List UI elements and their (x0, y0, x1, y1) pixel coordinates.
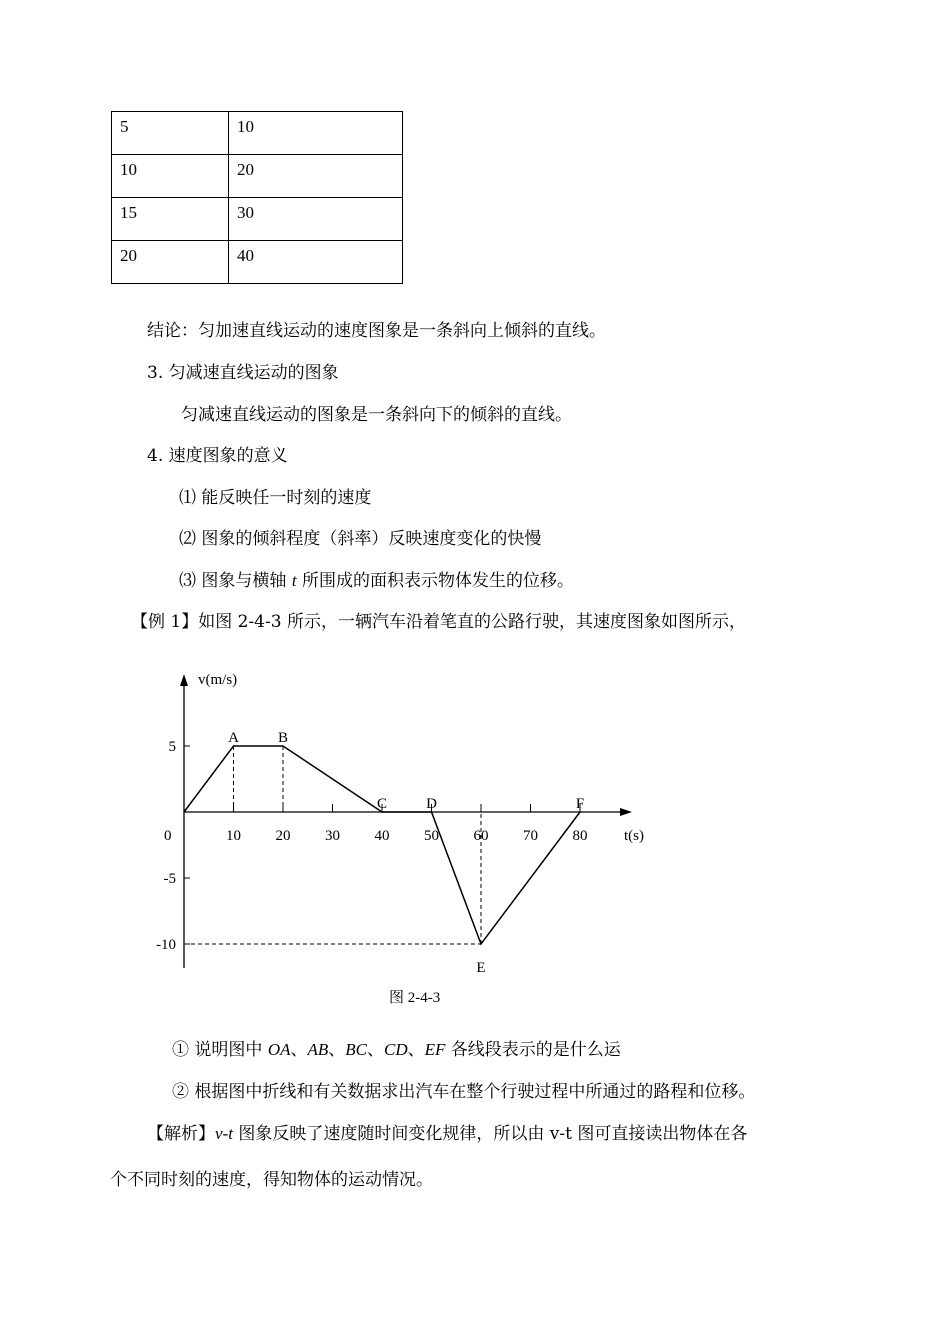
conclusion-text: 结论：匀加速直线运动的速度图象是一条斜向上倾斜的直线。 (147, 321, 606, 341)
point-label-a: A (228, 730, 239, 746)
item-2: ⑵ 图象的倾斜程度（斜率）反映速度变化的快慢 (179, 529, 542, 549)
series-line (184, 746, 580, 944)
table-row (112, 198, 403, 241)
x-tick-label: 20 (275, 828, 291, 844)
x-axis-label: t(s) (624, 828, 644, 844)
table-cell: 15 (112, 198, 229, 241)
q1-post: 各线段表示的是什么运 (445, 1040, 621, 1060)
x-tick-label: 10 (226, 828, 241, 844)
x-axis-arrow (620, 808, 632, 816)
data-table (111, 111, 403, 284)
x-tick-label: 60 (473, 828, 489, 844)
section-3-title: 3. 匀减速直线运动的图象 (147, 363, 339, 383)
point-label-c: C (376, 796, 388, 812)
item-3-post: 所围成的面积表示物体发生的位移。 (296, 571, 574, 591)
x-tick-label: 70 (523, 828, 538, 844)
q1-sep: 、 (407, 1040, 425, 1060)
table-row (112, 155, 403, 198)
y-tick-label: 5 (168, 739, 176, 755)
q1-sep: 、 (328, 1040, 346, 1060)
table-cell: 30 (229, 198, 403, 241)
y-axis-label: v(m/s) (198, 672, 238, 688)
y-tick-label: -5 (163, 871, 176, 887)
table-cell: 10 (229, 112, 403, 155)
table-cell: 40 (229, 241, 403, 284)
analysis-line-1 (147, 1122, 747, 1146)
point-label-e: E (476, 960, 486, 976)
table-row (112, 241, 403, 284)
item-3-var: t (291, 571, 297, 590)
velocity-time-chart (150, 662, 670, 982)
section-4-title: 4. 速度图象的意义 (147, 446, 288, 466)
analysis-post: 图象反映了速度随时间变化规律，所以由 v-t 图可直接读出物体在各 (232, 1124, 748, 1144)
table-cell: 5 (112, 112, 229, 155)
question-2: ② 根据图中折线和有关数据求出汽车在整个行驶过程中所通过的路程和位移。 (172, 1082, 756, 1102)
q1-bc: BC (345, 1040, 367, 1059)
q1-oa: OA (267, 1040, 291, 1059)
figure-caption: 图 2-4-3 (389, 990, 441, 1006)
table-row (112, 112, 403, 155)
analysis-pre: 【解析】 (147, 1124, 215, 1144)
origin-label: 0 (164, 828, 172, 844)
question-1 (172, 1038, 621, 1062)
analysis-line-2: 个不同时刻的速度，得知物体的运动情况。 (110, 1170, 433, 1190)
point-label-f: F (575, 796, 585, 812)
item-3-pre: ⑶ 图象与横轴 (179, 571, 292, 591)
table-cell: 20 (112, 241, 229, 284)
point-label-b: B (277, 730, 289, 746)
analysis-var: v-t (215, 1124, 233, 1143)
y-axis-arrow (180, 674, 188, 686)
x-tick-label: 40 (374, 828, 390, 844)
q1-ef: EF (424, 1040, 446, 1059)
q1-ab: AB (307, 1040, 329, 1059)
item-1: ⑴ 能反映任一时刻的速度 (179, 488, 372, 508)
q1-sep: 、 (367, 1040, 384, 1060)
q1-cd: CD (384, 1040, 408, 1059)
example-1-text: 【例 1】如图 2-4-3 所示，一辆汽车沿着笔直的公路行驶，其速度图象如图所示， (131, 612, 746, 632)
table-cell: 10 (112, 155, 229, 198)
x-tick-label: 80 (572, 828, 588, 844)
point-label-d: D (426, 796, 437, 812)
q1-sep: 、 (290, 1040, 308, 1060)
y-tick-label: -10 (156, 937, 176, 953)
item-3 (179, 569, 574, 593)
table-cell: 20 (229, 155, 403, 198)
section-3-body: 匀减速直线运动的图象是一条斜向下的倾斜的直线。 (181, 405, 572, 425)
x-tick-label: 50 (424, 828, 439, 844)
q1-pre: ① 说明图中 (172, 1040, 268, 1060)
x-tick-label: 30 (325, 828, 340, 844)
